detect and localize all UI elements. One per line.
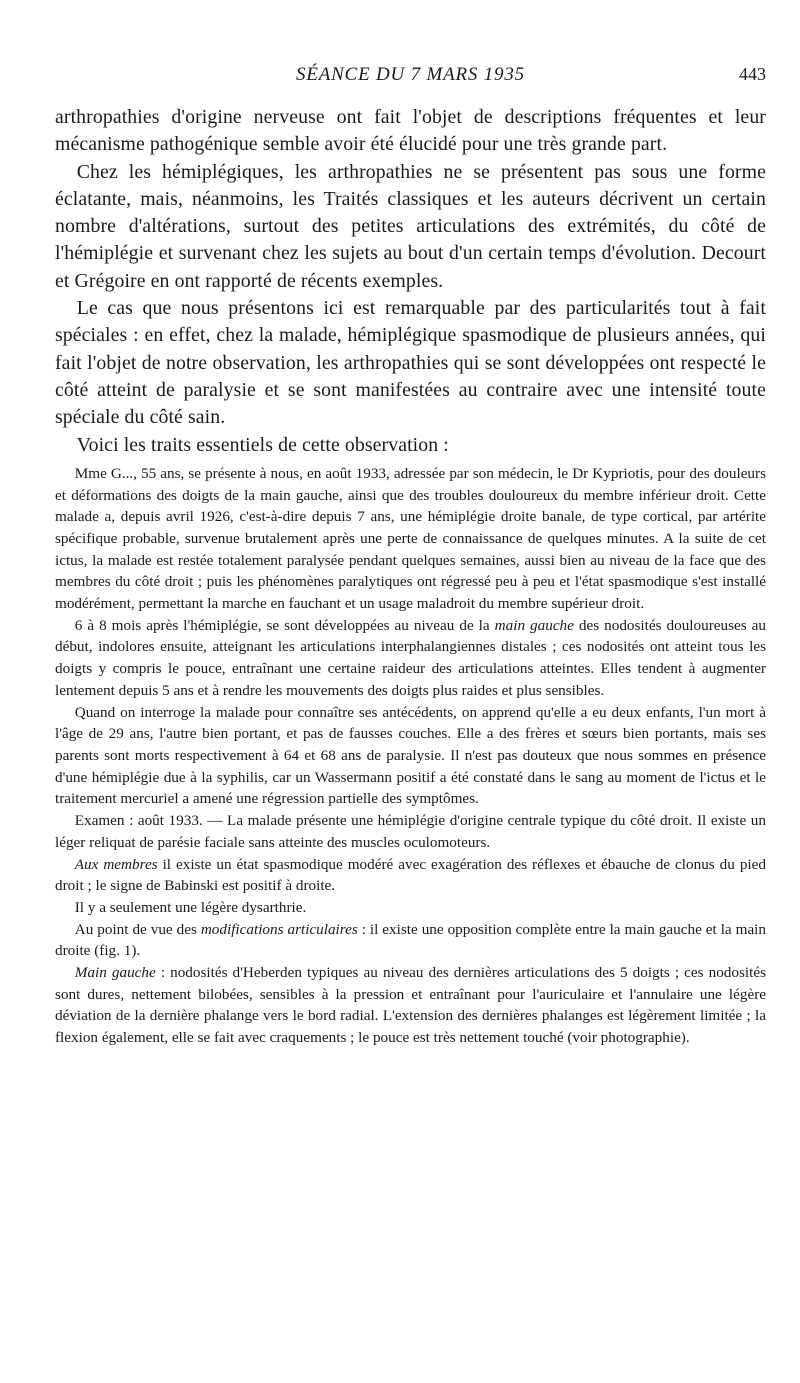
text-run: 6 à 8 mois après l'hémiplégie, se sont développées au niveau de la	[74, 616, 495, 634]
intro-paragraph-4: Voici les traits essentiels de cette observation :	[76, 433, 449, 456]
intro-paragraph-1: arthropathies d'origine nerveuse ont fait l'objet de descriptions fréquentes et leur mécanisme pathogénique semble avoir été élucidé pour une très grande part.	[55, 106, 766, 156]
case-paragraph-membres	[55, 854, 766, 897]
case-paragraph-antecedents: Quand on interroge la malade pour connaître ses antécédents, on apprend qu'elle a eu deux enfants, l'un mort à l'âge de 29 ans, l'autre bien portant, et pas de fausses couches. Elle a des frères et sœurs bien portants, mais ses parents sont morts respectivement à 64 et 68 ans de paralysie. Il n'est pas douteux que nous sommes en présence d'une hémiplégie due à la syphilis, car un Wassermann positif a été constaté dans le sang au moment de l'ictus et le traitement mercuriel a amené une régression partielle des symptômes.	[55, 703, 766, 808]
article-body	[55, 104, 766, 1049]
case-paragraph-articulaires	[55, 919, 766, 962]
running-title: SÉANCE DU 7 MARS 1935	[296, 64, 525, 85]
emphasis-modifications-articulaires: modifications articulaires	[200, 920, 358, 938]
case-paragraph-history: Mme G..., 55 ans, se présente à nous, en août 1933, adressée par son médecin, le Dr Kypriotis, pour des douleurs et déformations des doigts de la main gauche, ainsi que des troubles douloureux du membre inférieur droit. Cette malade a, depuis avril 1926, c'est-à-dire depuis 7 ans, une hémiplégie droite banale, de type cortical, par artérite spécifique probable, survenue brutalement après une perte de connaissance de quelques minutes. A la suite de cet ictus, la malade est restée totalement paralysée pendant quelques semaines, aussi bien au niveau de la face que des membres du côté droit ; puis les phénomènes paralytiques ont régressé peu à peu et l'état spasmodique s'est installé modérément, permettant la marche en fauchant et un usage maladroit du membre supérieur droit.	[55, 464, 766, 613]
case-paragraph-examen: Examen : août 1933. — La malade présente une hémiplégie d'origine centrale typique du côté droit. Il existe un léger reliquat de parésie faciale sans atteinte des muscles oculomoteurs.	[55, 812, 766, 851]
case-paragraph-main-gauche	[55, 962, 766, 1049]
text-run: des nodosités douloureuses au début, indolores ensuite, atteignant les articulations interphalangiennes distales ; ces nodosités ont atteint tous les doigts y compris le pouce, entraînant une certaine raideur des articulations atteintes. Elles tendent à augmenter lentement depuis 5 ans et à rendre les mouvements des doigts plus raides et plus sensibles.	[55, 616, 766, 699]
running-header	[55, 64, 766, 90]
text-run: : nodosités d'Heberden typiques au niveau des dernières articulations des 5 doigts ; ces nodosités sont dures, nettement bilobées, sensibles à la pression et entraînant pour l'auriculaire et l'annulaire une légère déviation de la dernière phalange vers le bord radial. L'extension des dernières phalanges est légèrement limitée ; la flexion également, elle se fait avec craquements ; le pouce est très nettement touché (voir photographie).	[55, 964, 766, 1047]
emphasis-main-gauche-heading: Main gauche	[74, 964, 156, 982]
page-number: 443	[739, 64, 766, 84]
case-report	[55, 463, 766, 1049]
case-paragraph-dysarthrie: Il y a seulement une légère dysarthrie.	[74, 898, 307, 916]
text-run: : il existe une opposition complète entre la main gauche et la main droite (fig. 1).	[55, 920, 766, 960]
intro-paragraph-2: Chez les hémiplégiques, les arthropathies ne se présentent pas sous une forme éclatante, mais, néanmoins, les Traités classiques et les auteurs décrivent un certain nombre d'altérations, surtout des petites articulations des extrémités, du côté de l'hémiplégie et survenant chez les sujets au bout d'un certain temps d'évolution. Decourt et Grégoire en ont rapporté de récents exemples.	[55, 160, 766, 292]
case-paragraph-nodosities	[55, 615, 766, 702]
emphasis-aux-membres: Aux membres	[74, 855, 158, 873]
text-run: Au point de vue des	[74, 920, 201, 938]
text-run: il existe un état spasmodique modéré avec exagération des réflexes et ébauche de clonus du pied droit ; le signe de Babinski est positif à droite.	[55, 855, 766, 895]
emphasis-main-gauche: main gauche	[494, 616, 574, 634]
intro-paragraph-3: Le cas que nous présentons ici est remarquable par des particularités tout à fait spéciales : en effet, chez la malade, hémiplégique spasmodique de plusieurs années, qui fait l'objet de notre observation, les arthropathies qui se sont développées ont respecté le côté atteint de paralysie et se sont manifestées au contraire avec une intensité toute spéciale du côté sain.	[55, 297, 766, 429]
